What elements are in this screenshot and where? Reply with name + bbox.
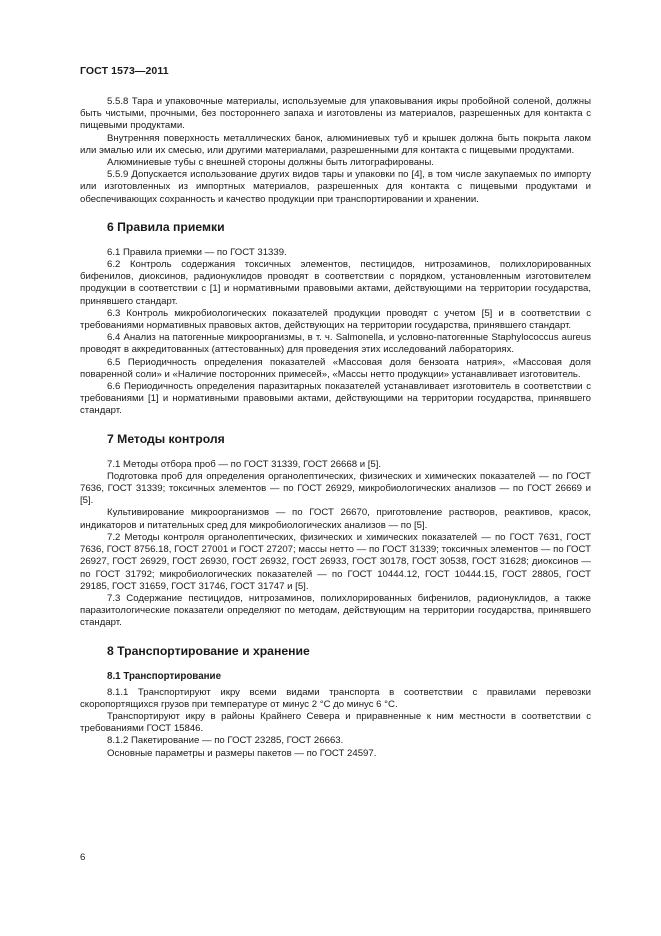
section-heading: 7 Методы контроля [107, 431, 225, 446]
paragraph: 6.2 Контроль содержания токсичных элементов, пестицидов, нитрозаминов, полихлорированных бифенилов, диоксинов, радионуклидов проводят в соответствии с порядком, установленным изготовителем продукции в соответствии с [1] и нормативными правовыми актами, действующими на территории государства, принявшего стандарт. [80, 259, 591, 307]
paragraph: Алюминиевые тубы с внешней стороны должны быть литографированы. [107, 157, 434, 169]
document-body [80, 96, 591, 760]
paragraph: Основные параметры и размеры пакетов — по ГОСТ 24597. [107, 747, 377, 759]
paragraph: 5.5.9 Допускается использование других видов тары и упаковки по [4], в том числе закупаемых по импорту или изготовленных из импортных материалов, разрешенных для контакта с пищевыми продуктами и обеспечивающих сохранность и качество продукции при транспортировании и хранении. [80, 169, 591, 205]
paragraph: 8.1.2 Пакетирование — по ГОСТ 23285, ГОСТ 26663. [107, 735, 344, 747]
paragraph: Подготовка проб для определения органолептических, физических и химических показателей — по ГОСТ 7636, ГОСТ 31339; токсичных элементов — по ГОСТ 26929, микробиологических анализов — по ГОСТ 26669 и [5]. [80, 470, 591, 507]
section-heading: 8 Транспортирование и хранение [107, 643, 310, 658]
subsection-heading: 8.1 Транспортирование [107, 670, 222, 682]
paragraph: 7.2 Методы контроля органолептических, физических и химических показателей — по ГОСТ 7631, ГОСТ 7636, ГОСТ 8756.18, ГОСТ 27001 и ГОСТ 27207; массы нетто — по ГОСТ 31339; токсичных элементов — по ГОСТ 26927, ГОСТ 26929, ГОСТ 26930, ГОСТ 26932, ГОСТ 26933, ГОСТ 30178, ГОСТ 30538, ГОСТ 31628; диоксинов — по ГОСТ 31792; микробиологических показателей — по ГОСТ 10444.12, ГОСТ 10444.15, ГОСТ 28805, ГОСТ 29185, ГОСТ 31659, ГОСТ 31746, ГОСТ 31747 и [5]. [80, 531, 591, 592]
paragraph: Транспортируют икру в районы Крайнего Севера и приравненные к ним местности в соответствии с требованиями ГОСТ 15846. [80, 710, 591, 735]
section-heading: 6 Правила приемки [107, 219, 225, 234]
paragraph: 6.1 Правила приемки — по ГОСТ 31339. [107, 246, 287, 258]
paragraph: 8.1.1 Транспортируют икру всеми видами транспорта в соответствии с правилами перевозки скоропортящихся грузов при температуре от минус 2 °С до минус 6 °С. [80, 686, 591, 710]
paragraph: 6.5 Периодичность определения показателей «Массовая доля бензоата натрия», «Массовая доля поваренной соли» и «Наличие посторонних примесей», «Массы нетто продукции» устанавливает изготовитель. [80, 356, 591, 380]
paragraph: 5.5.8 Тара и упаковочные материалы, используемые для упаковывания икры пробойной соленой, должны быть чистыми, прочными, без постороннего запаха и изготовлены из материалов, разрешенных для контакта с пищевыми продуктами. [80, 96, 591, 132]
paragraph: Культивирование микроорганизмов — по ГОСТ 26670, приготовление растворов, реактивов, красок, индикаторов и питательных сред для микробиологических анализов — по [5]. [80, 507, 591, 531]
paragraph: 6.4 Анализ на патогенные микроорганизмы, в т. ч. Salmonella, и условно-патогенные Staphylococcus aureus проводят в аккредитованных (аттестованных) для проведения этих исследований лабораториях. [80, 332, 591, 356]
paragraph: 7.1 Методы отбора проб — по ГОСТ 31339, ГОСТ 26668 и [5]. [107, 458, 382, 470]
paragraph: Внутренняя поверхность металлических банок, алюминиевых туб и крышек должна быть покрыта лаком или эмалью или их смесью, или другими материалами, разрешенными для контакта с пищевыми продуктами. [80, 132, 591, 156]
page-number: 6 [80, 852, 86, 863]
paragraph: 6.6 Периодичность определения паразитарных показателей устанавливает изготовитель в соответствии с требованиями [1] и нормативными правовыми актами, действующими на территории государства, принявшего стандарт. [80, 381, 591, 417]
document-header: ГОСТ 1573—2011 [80, 65, 169, 77]
paragraph: 6.3 Контроль микробиологических показателей продукции проводят с учетом [5] и в соответствии с требованиями нормативных правовых актов, действующих на территории государства, принявшего стандарт. [80, 307, 591, 332]
paragraph: 7.3 Содержание пестицидов, нитрозаминов, полихлорированных бифенилов, радионуклидов, а также паразитологические показатели определяют по методам, действующим на территории государства, принявшего стандарт. [80, 592, 591, 629]
